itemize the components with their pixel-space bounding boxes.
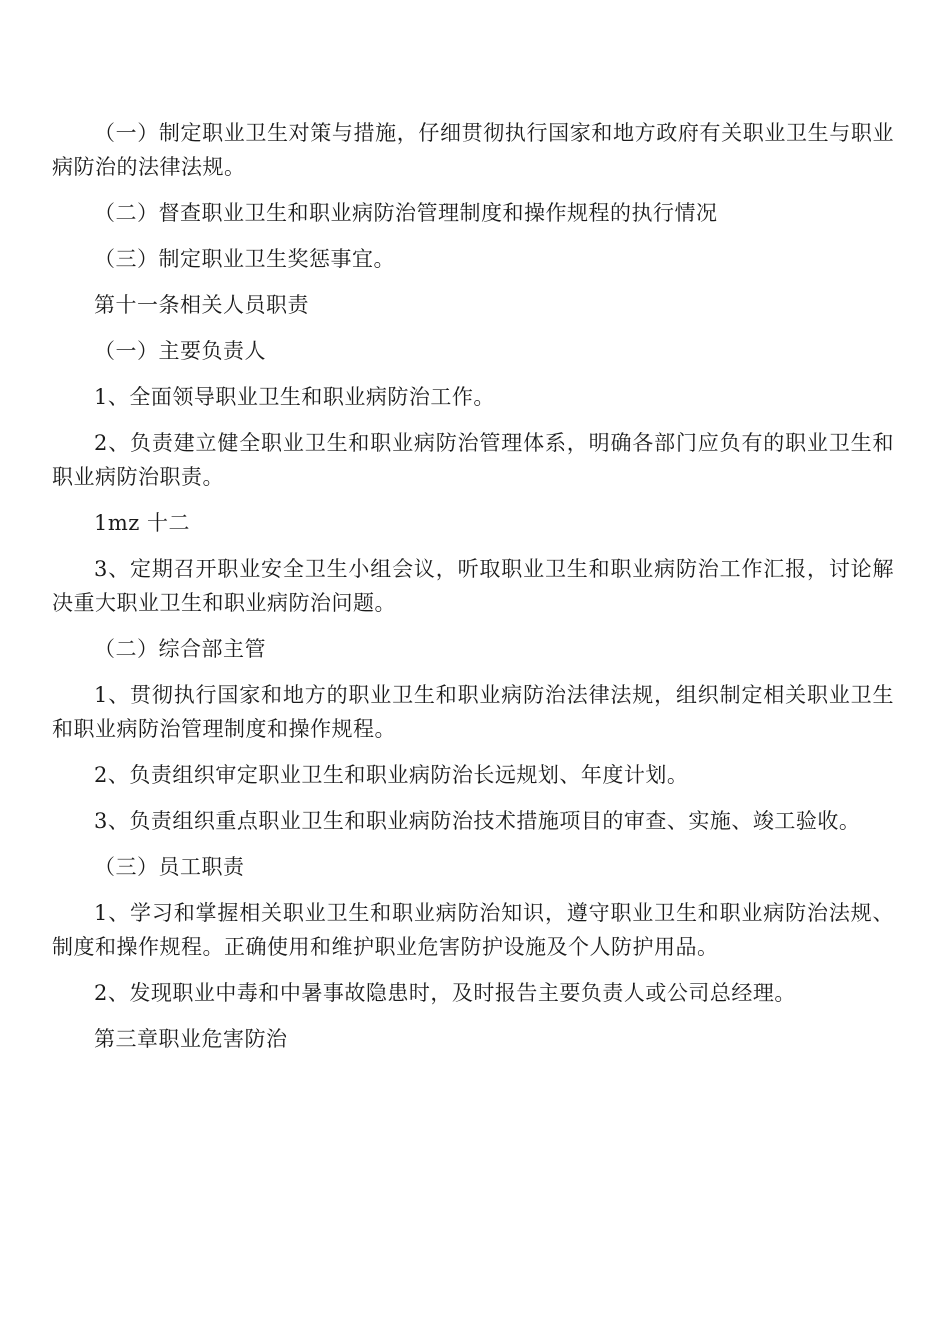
paragraph-9: 3、定期召开职业安全卫生小组会议，听取职业卫生和职业病防治工作汇报，讨论解决重大职业卫生和职业病防治问题。: [52, 557, 894, 615]
paragraph-11: 1、贯彻执行国家和地方的职业卫生和职业病防治法律法规，组织制定相关职业卫生和职业病防治管理制度和操作规程。: [52, 683, 894, 741]
article-heading: 第十一条相关人员职责: [94, 293, 309, 317]
paragraph-2: （二）督查职业卫生和职业病防治管理制度和操作规程的执行情况: [94, 201, 718, 225]
paragraph-16: 2、发现职业中毒和中暑事故隐患时，及时报告主要负责人或公司总经理。: [94, 981, 796, 1005]
paragraph-15: 1、学习和掌握相关职业卫生和职业病防治知识，遵守职业卫生和职业病防治法规、制度和操作规程。正确使用和维护职业危害防护设施及个人防护用品。: [52, 901, 894, 959]
paragraph-6: 1、全面领导职业卫生和职业病防治工作。: [94, 385, 495, 409]
paragraph-3: （三）制定职业卫生奖惩事宜。: [94, 247, 395, 271]
chapter-heading: 第三章职业危害防治: [94, 1027, 288, 1051]
paragraph-13: 3、负责组织重点职业卫生和职业病防治技术措施项目的审查、实施、竣工验收。: [94, 809, 861, 833]
section-heading-3: （三）员工职责: [94, 855, 245, 879]
paragraph-1: （一）制定职业卫生对策与措施，仔细贯彻执行国家和地方政府有关职业卫生与职业病防治的法律法规。: [52, 121, 894, 179]
document-page: [52, 116, 894, 1068]
paragraph-7: 2、负责建立健全职业卫生和职业病防治管理体系，明确各部门应负有的职业卫生和职业病防治职责。: [52, 431, 894, 489]
paragraph-8: 1mz 十二: [94, 511, 191, 535]
paragraph-12: 2、负责组织审定职业卫生和职业病防治长远规划、年度计划。: [94, 763, 689, 787]
section-heading-1: （一）主要负责人: [94, 339, 266, 363]
section-heading-2: （二）综合部主管: [94, 637, 266, 661]
